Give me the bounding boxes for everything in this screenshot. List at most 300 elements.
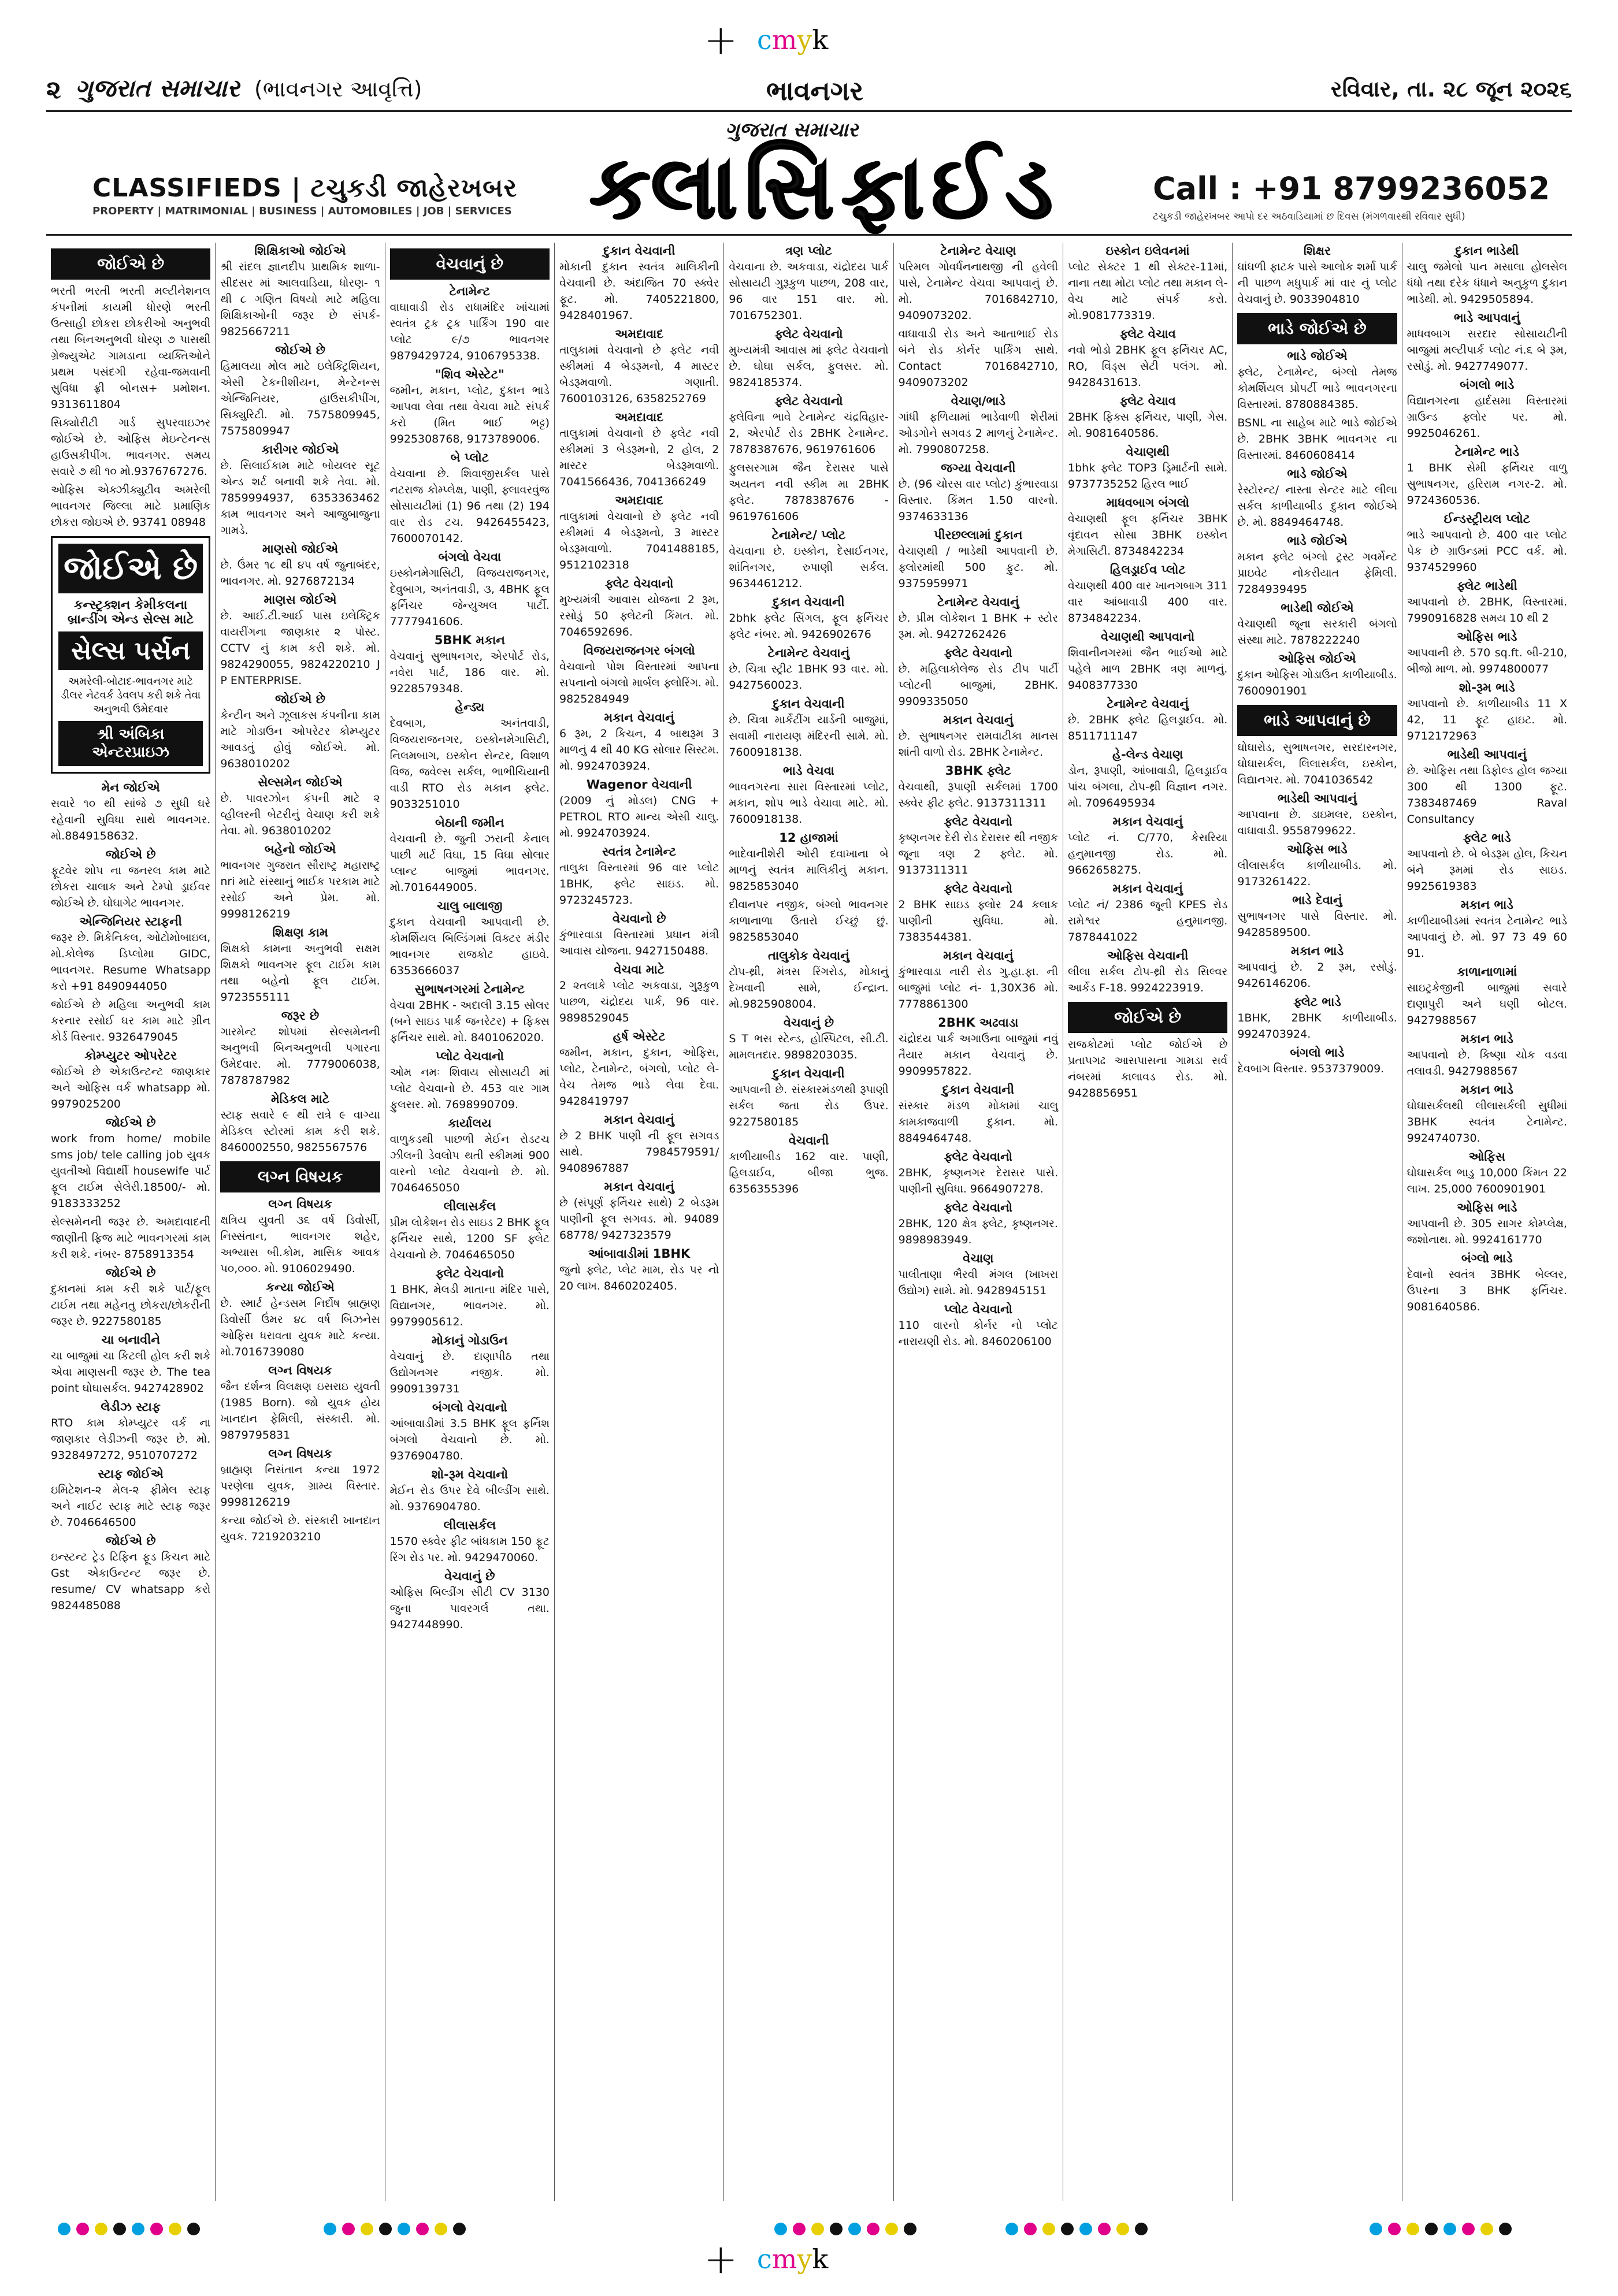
ad-heading: ફ્લેટ વેચવાનો [435,1266,504,1280]
ad-heading: ફ્લેટ ભાડે [1293,995,1341,1009]
section-heading: વેચવાનું છે [390,248,550,280]
ad-text: મુખ્યમંત્રી આવાસ યોજના 2 રૂમ, રસોડું 50 ફ્લેટની કિંમત. મો. 7046592696. [559,593,719,638]
ad-heading: જોઈએ છે [105,848,156,861]
classified-ad [899,1149,1058,1197]
ad-text: ભાદેવાનીશેરી ઓરી દવાખાના બે માળનું સ્વતંત્ર માલિકીનું મકાન. 9825853040 [729,848,889,893]
ad-text: આપવાની છે. સંસ્કારમંડળથી રૂપાણી સર્કલ જતા રોડ ઉપર. 9227580185 [729,1083,889,1128]
classified-ad [1237,892,1397,941]
ad-heading: કન્યા જોઈએ [266,1280,335,1294]
registration-marks-bottom [0,2221,1618,2291]
ad-text: વાઘાવાડી રોડ અને આતાભાઈ રોડ બંને રોડ કોર્નર પાર્કિંગ સાથે. Contact 7016842710, 9409073202 [898,328,1058,389]
ad-text: 2bhk ફ્લેટ સિંગલ, ફૂલ ફર્નિચર ફ્લેટ નંબર. મો. 9426902676 [729,612,889,641]
classified-ad [1068,243,1227,324]
ad-heading: બંગલો ભાડે [1460,378,1515,392]
ad-text: તાલુકા વિસ્તારમાં 96 વાર પ્લોટ 1BHK, ફ્લેટ સાઇડ. મો. 9723245723. [559,861,719,906]
banner-call-note: ટચુકડી જાહેરખબર આપો દર અઠવાડિયામાં છ દિવસ (મંગળવારથી રવિવાર સુધી) [1153,211,1465,222]
classified-ad [1237,600,1397,648]
classified-ad [729,897,888,945]
ad-heading: 2BHK અઢવાડા [938,1016,1019,1030]
ad-text: રેસ્ટોરન્ટ/ નાસ્તા સેન્ટર માટે લીલા સર્કલ કાળીયાબીડ દુકાન જોઈએ છે. મો. 8849464748. [1237,484,1397,529]
ad-text: સેલ્સમેનની જરૂર છે. અમદાવાદની જાણીતી ફ્રિજ માટે ભાવનગરમાં કામ કરી શકે. નંબર- 8758913354 [51,1216,211,1261]
registration-dot-icon [435,2223,447,2235]
registration-dot-icon [150,2223,163,2235]
ad-text: કુંભારવાડા નારી રોડ ગુ.હા.ફા. ની બાજુમાં પ્લોટ નં- 1,30X36 મો. 7778861300 [898,965,1058,1010]
cmyk-k: k [812,24,829,55]
ad-text: (2009 નું મોડલ) CNG + PETROL RTO માન્ય એસી ચાલુ. મો. 9924703924. [559,794,719,839]
ad-text: 1570 સ્ક્વેર ફીટ બાંધકામ 150 ફૂટ રિંગ રોડ પર. મો. 9429470060. [389,1535,550,1564]
column-6 [894,243,1063,2201]
classified-ad [220,1196,380,1277]
ad-heading: ફ્લેટ વેચવાનો [774,327,843,341]
registration-dot-icon [1024,2223,1037,2235]
ad-text: દેવબાગ, અનંતવાડી, વિજયરાજનગર, ઇસ્કોનમેગાસિટી, નિલમબાગ, ઇસ્કોન સેન્ટર, વિશાળ વિજ, જવેલ્સ સર્કલ, ભાભીચિયાની વાડી RTO રોડ મકાન ફ્લેટ. 9033251010 [389,717,550,811]
classified-ad [390,981,550,1046]
classified-ad [220,1008,380,1088]
classified-ad [1237,740,1397,788]
classified-ad [899,594,1058,642]
ad-heading: પ્લોટ વેચવાનો [944,1302,1013,1316]
banner-call-number: Call : +91 8799236052 [1153,170,1550,207]
ad-text: પ્લોટ નં. C/770, કેસરિયા હનુમાનજી રોડ. મો. 9662658275. [1068,831,1228,876]
column-9 [1402,243,1572,2201]
registration-dot-icon [1005,2223,1018,2235]
registration-cross-icon: + [704,2235,738,2283]
registration-marks-top [0,16,1618,64]
ad-heading: બંગલો ભાડે [1290,1046,1345,1060]
ad-text: ઘોઘાસર્કલથી લીલાસર્કલી સુધીમાં 3BHK સ્વતંત્ર ટેનામેન્ટ. 9924740730. [1407,1099,1567,1145]
edition: (ભાવનગર આવૃત્તિ) [254,76,422,102]
ad-text: પરિમલ ગોવર્ધનનાથજી ની હવેલી પાસે, ટેનામેન્ટ વેચવા આપવાનું છે. મો. 7016842710, 9409073202. [898,261,1058,322]
classified-ad [559,326,719,407]
classified-ad [899,243,1058,324]
ad-text: સિક્યોરીટી ગાર્ડ સુપરવાઇઝર જોઈએ છે. ઓફિસ મેઇન્ટેનન્સ હાઉસકીપીંગ. ભાવનગર. સમય સવારે ૭ થી ૧૦ મો.9376767276. [51,417,211,478]
ad-heading: શો-રૂમ ભાડે [1459,681,1515,694]
ad-text: છે. મહિલાકોલેજ રોડ ટીપ પાર્ટી પ્લોટની બાજુમાં, 2BHK. 9909335050 [898,663,1058,708]
ad-text: શિવાનીનગરમાં જૈન ભાઈઓ માટે પહેલે માળ 2BHK ત્રણ માળનું. 9408377330 [1068,647,1228,692]
ad-heading: ટેનામેન્ટ [449,284,491,298]
ad-text: BSNL ના સાહેબ માટે ભાડે જોઈએ છે. 2BHK 3BHK ભાવનગર ના વિસ્તારમાં. 8460608414 [1237,417,1397,462]
section-heading: ભાડે આપવાનું છે [1237,705,1397,736]
ad-text: રાજકોટમાં પ્લોટ જોઈએ છે પ્રતાપગઢ આસપાસના ગામડા સર્વ નંબરમાં કાલાવડ રોડ. મો. 9428856951 [1068,1038,1228,1099]
ad-text: ફ્લેવિના ભાવે ટેનામેન્ટ ચંદ્રવિહાર- 2, એરપોર્ટ રોડ 2BHK ટેનામેન્ટ. 7878387676, 9619761606 [729,411,889,456]
registration-dot-icon [361,2223,373,2235]
classified-ad [729,527,888,592]
classified-ad [390,1517,550,1566]
classified-ad [51,1466,210,1530]
registration-cross-icon: + [704,16,738,64]
ad-heading: જોઈએ છે [105,1534,156,1548]
ad-heading: દુકાન વેચવાની [942,1083,1015,1097]
ad-heading: ઓફિસ વેચવાની [1107,949,1189,963]
ad-text: 2BHK, કૃષ્ણનગર દેરાસર પાસે. પાણીની સુવિધા. 9664907278. [898,1166,1058,1195]
registration-dot-icon [379,2223,392,2235]
ad-heading: અમદાવાદ [615,493,664,507]
ad-text: 2 BHK સાઇડ ફ્લોર 24 કલાક પાણીની સુવિધા. મો. 7383544381. [898,898,1058,943]
classified-ad [1237,243,1397,307]
classified-ad [899,1250,1058,1299]
classified-ad [390,699,550,812]
ad-heading: મકાન ભાડે [1460,898,1513,912]
ad-text: પ્લોટ નં/ 2386 જૂની KPES રોડ રામેશ્વર હનુમાનજી. 7878441022 [1068,898,1228,943]
ad-text: ટોપ-થ્રી, મંત્રસ રિંગરોડ, મોકાનું દેખવાની સામે, ઈન્દ્રાન. મો.9825908004. [729,965,889,1010]
ad-text: ભાવનગર ગુજરાત સૌરાષ્ટ્ર મહારાષ્ટ્ર nri માટે સંસ્થાનું ભાઈક પરકામ માટે રસોઈ અને પ્રેમ. મો. 9998126219 [220,859,380,920]
ad-text: ઇસ્કોનમેગાસિટી, વિજયરાજનગર, દેવુબાગ, અનંતવાડી, ૩, 4BHK ફૂલ ફર્નિચર જેન્યુઅલ પાર્ટી. 7777941606. [389,567,550,628]
ad-heading: ઓફિસ ભાડે [1287,842,1348,856]
cmyk-c: c [757,2243,772,2275]
classified-ad [1237,1045,1397,1077]
ad-text: પ્રીમ લોકેશન રોડ સાઇડ 2 BHK ફૂલ ફર્નિચર સાથે, 1200 SF ફ્લેટ વેચવાનો છે. 7046465050 [389,1216,550,1261]
ad-heading: લગ્ન વિષયક [268,1197,332,1211]
ad-text: આપવાનો છે. 2BHK, વિસ્તારમાં. 7990916828 સમય 10 થી 2 [1407,596,1567,625]
classified-ad [899,1301,1058,1350]
ad-heading: વેચવાની [788,1134,829,1147]
ad-text: આપવાની છે. 570 sq.ft. બી-210, બીજો માળ. મો. 9974800077 [1407,647,1567,675]
registration-dot-icon [453,2223,466,2235]
classified-ad [220,541,380,589]
classified-ad [51,415,210,480]
ad-heading: પ્લોટ વેચવાનો [435,1049,504,1063]
classified-ad [390,815,550,896]
masthead [46,69,1572,112]
ad-heading: ટેનામેન્ટ વેચવાનું [937,595,1019,609]
classified-ad [729,393,888,458]
classified-ad [899,645,1058,709]
ad-text: કન્યા જોઈએ છે. સંસ્કારી ખાનદાન યુવક. 7219203210 [220,1514,380,1543]
ad-text: આપવાના છે. ડાઇમલર, ઇસ્કોન, વાઘાવાડી. 9558799622. [1237,808,1397,837]
ad-text: છે. ઓફિસ તથા ડિફોલ્ડ હોલ જગ્યા 300 થી 1300 ફૂટ. 7383487469 Raval Consultancy [1407,764,1567,826]
column-5 [724,243,893,2201]
ad-text: પ્લોટ સેક્ટર 1 થી સેક્ટર-11માં, નાના તથા મોટા પ્લોટ તથા મકાન લે-વેચ માટે સંપર્ક કરો. મો.9081773319. [1068,261,1228,322]
registration-dot-icon [793,2223,806,2235]
ad-text: દીવાનપર નજીક, બંગ્લો ભાવનગર કાળાનાળા ઉતારો ઈચ્છું છું. 9825853040 [729,898,889,943]
column-8 [1233,243,1402,2201]
registration-dot-icon [867,2223,879,2235]
ad-text: તાલુકામાં વેચવાનો છે ફ્લેટ નવી સ્કીમમાં 4 બેડરૂમનો, 3 માસ્ટર બેડરૂમવાળો. 7041488185, 9512102318 [559,510,719,571]
ad-heading: ટેનામેન્ટ/ પ્લોટ [771,528,846,542]
ad-text: 6 રૂમ, 2 કિચન, 4 બાથરૂમ 3 માળનું 4 થી 40 KG સોલાર સિસ્ટમ. મો. 9924703924. [559,727,719,772]
ad-heading: માણસ જોઈએ [264,593,337,607]
ad-heading: કારીગર જોઈએ [261,443,339,456]
ad-text: સંસ્કાર મંડળ મોકામાં ચાલુ કામકાજવાળી દુકાન. મો. 8849464748. [898,1099,1058,1145]
ad-text: મકાન ફ્લેટ બંગ્લો ટ્રસ્ટ ગવર્મેન્ટ પ્રાઇવેટ નોકરીયાત ફેમિલી. 7284939495 [1237,551,1397,596]
cmyk-c: c [757,24,772,55]
ad-text: 1 BHK સેમી ફર્નિચર વાળુ સુભાષનગર, હરિરામ નગર-2. મો. 9724360536. [1407,462,1567,507]
registration-dot-icon [1042,2223,1055,2235]
ad-text: S T ભસ સ્ટેન્ડ, હોસ્પિટલ, સી.ટી. મામલતદાર. 9898203035. [729,1032,889,1061]
ad-heading: જોઈએ છે [105,1266,156,1280]
ad-text: વાળુકડથી પાછળી મેઈન રોડટચ ઝીલની ડેવલોપ થતી સ્કીમમાં 900 વારનો પ્લોટ વેચવાનો છે. મો. 7046465050 [389,1133,550,1194]
display-ad-ft: શ્રી અંબિકા એન્ટરપ્રાઇઝ [58,721,203,766]
ad-heading: તાલુકોક વેચવાનું [768,949,849,963]
classified-ad [390,898,550,979]
classified-ad [1068,746,1227,811]
registration-dot-icon [95,2223,107,2235]
ad-heading: હર્ષ એસ્ટેટ [613,1030,666,1043]
classified-ad [1068,948,1227,996]
ad-heading: ભાડે વેચવા [783,764,834,778]
classified-ad [729,460,888,525]
ad-heading: દુકાન ભાડેથી [1455,244,1519,258]
classified-ad [1068,562,1227,626]
section-heading: લગ્ન વિષયક [220,1161,380,1192]
ad-text: વેચવાનો પોશ વિસ્તારમાં આપના સપનાનો બંગલો માર્બલ ફ્લોરિંગ. મો. 9825284949 [559,660,719,705]
ad-text: વેચાણથી 400 વાર ખાનગબાગ 311 વાર આંબાવાડી 400 વાર. 8734842234. [1068,579,1228,625]
classified-ad [729,326,888,391]
registration-dot-icon [1425,2223,1438,2235]
ad-text: ઇમિટેશન-૨ મેલ-૨ ફીમેલ સ્ટાફ અને નાઈટ સ્ટાફ માટે સ્ટાફ જરૂર છે. 7046646500 [51,1484,211,1529]
ad-text: 1BHK, 2BHK કાળીયાબીડ. 9924703924. [1237,1012,1397,1041]
ad-heading: કાર્યાલય [448,1116,492,1130]
classified-ad [1407,679,1567,744]
classified-ad [1237,841,1397,890]
ad-heading: એન્જિનિયર સ્ટાફની [79,915,182,928]
registration-dot-icon [113,2223,126,2235]
ad-text: જમીન, મકાન, દુકાન, ઓફિસ, પ્લોટ, ટેનામેન્ટ, બંગલો, પ્લોટ લે-વેચ તેમજ ભાડે લેવા દેવા. 9428419797 [559,1046,719,1108]
classified-ad [51,779,210,844]
classified-ad [729,594,888,642]
ad-heading: જરૂર છે [281,1009,320,1023]
ad-heading: હિલડ્રાઈવ પ્લોટ [1109,563,1186,577]
classified-ad [1407,629,1567,677]
ad-heading: વેચાણથી [1126,445,1170,459]
ad-text: જૈન દર્શન્ત્ર વિલક્ષણ ઇસરાઇ યુવતી (1985 Born). જો યુવક હોય ખાનદાન ફેમિલી, સંસ્કારી. મો. 9879795831 [220,1380,380,1441]
ad-heading: શિક્ષિકાઓ જોઈએ [254,244,346,258]
classified-ad [1407,746,1567,827]
ad-heading: ફ્લેટ વેચવાનો [944,882,1012,896]
classified-ad [1407,578,1567,626]
classified-ad [51,1265,210,1329]
ad-text: કાળીયાબીડ 162 વાર. પાણી, હિલડાઈવ, બીજા ભુજ. 6356355396 [729,1150,889,1195]
ad-heading: ભાડેથી જોઈએ [1281,601,1354,615]
ad-heading: ટેનામેન્ટ વેચવાનું [1107,697,1189,711]
ad-heading: મકાન વેચવાનું [1112,815,1183,829]
classified-ad [1068,326,1227,391]
ad-heading: ફ્લેટ વેચવાનો [774,394,843,408]
ad-text: ફુલસરગામ જૈન દેરાસર પાસે અયતન નવી સ્કીમ મા 2BHK ફ્લેટ. 7878387676 - 9619761606 [729,462,889,523]
ad-heading: લીલાસર્કલ [443,1199,496,1213]
classified-ad [220,441,380,538]
classified-ad [729,763,888,827]
ad-heading: ભાડેથી આપવાનું [1277,792,1357,805]
city-name: ભાવનગર [766,75,864,106]
ad-text: દેવાનો સ્વતંત્ર 3BHK બેલ્લર, ઉપરના 3 BHK ફર્નિચર. 9081640586. [1407,1268,1567,1313]
ad-heading: મકાન વેચવાનું [943,949,1014,963]
registration-dot-icon [1135,2223,1148,2235]
ad-heading: ચા બનાવીને [101,1333,160,1347]
ad-text: વેચવાના છે. શિવાજીસર્કલ પાસે નટરાજ કોમ્પ્લેક્ષ, પાણી, ફ્લાવરવુંજ સોસાયટીમાં (1) 96 તથા (2) 194 વાર રોડ ટચ. 9426455423, 7600070142. [389,467,550,545]
ad-heading: સ્ટાફ જોઈએ [98,1467,164,1481]
ad-heading: ભાડે જોઈએ [1287,534,1348,548]
registration-dot-icon [324,2223,336,2235]
ad-heading: શિક્ષર [1303,244,1331,258]
ad-text: ચા બાજુમાં ચા કિટલી હોલ કરી શકે એવા માણસની જરૂર છે. The tea point ઘોઘાસર્કલ. 9427428902 [51,1350,211,1395]
ad-text: ઇન્સ્ટન્ટ ટ્રેડ ટિફિન ફૂડ કિચન માટે Gst એકાઉન્ટન્ટ જરૂર છે. resume/ CV whatsapp કરો 9824485088 [51,1551,211,1612]
ad-text: ભાવનગરના સારા વિસ્તારમાં પ્લોટ, મકાન, શોપ ભાડે વેચાવા માટે. મો. 7600918138. [729,781,889,826]
ad-heading: ફ્લેટ વેચવાનો [944,1201,1012,1214]
classified-ad [729,243,888,324]
registration-dot-icon [169,2223,181,2235]
classified-ad [1407,1199,1567,1248]
classified-ad [729,645,888,693]
ad-heading: સ્વતંત્ર ટેનામેન્ટ [602,845,677,859]
classified-ad [1068,444,1227,492]
ad-text: આપવાની છે. 305 સાગર કોમ્પ્લેક્ષ, જશોનાથ. મો. 9924161770 [1407,1217,1567,1246]
ad-text: જોઈએ છે મહિલા અનુભવી કામ કરનાર રસોઈ ઘર કામ માટે ગ્રીન કોર્ડ વિસ્તાર. 9326479045 [51,998,211,1043]
ad-text: છે. ચિત્રા સ્ટ્રીટ 1BHK 93 વાર. મો. 9427560023. [729,663,889,692]
ad-text: મોકાની દુકાન સ્વતંત્ર માલિકીની વેચવાની છે. અંદાજિત 70 સ્ક્વેર ફૂટ. મો. 7405221800, 9428401967. [559,261,719,322]
ad-text: લીલા સર્કલ ટોપ-થ્રી રોડ સિલ્વર આર્કેડ F-18. 9924223919. [1068,965,1228,994]
ad-text: ઓફિસ એક્ઝીક્યુટીવ અમરેલી ભાવનગર જિલ્લા માટે પ્રમાણિક છોકરા જોઇએ છે. 93741 08948 [51,484,211,529]
classified-ad [1407,511,1567,575]
ad-text: વેચવાનું છે. દાણાપીઠ તથા ઉદ્યોગનગર નજીક. મો. 9909139731 [389,1350,550,1395]
ad-heading: મકાન વેચવાનું [1112,882,1183,896]
ad-text: વેચાણથી જૂના સરકારી બંગલો સંસ્થા માટે. 7878222240 [1237,618,1397,647]
ad-heading: મકાન ભાડે [1460,1083,1513,1097]
classified-ad [1237,651,1397,699]
cmyk-k: k [812,2243,829,2275]
ad-text: આપવાનો છે. કિષ્ણા ચોક વડવા તલાવડી. 9427988567 [1407,1049,1567,1078]
cmyk-m: m [771,24,797,55]
ad-text: માધવબાગ સરદાર સોસાયટીની બાજુમાં મલ્ટીપાર્ક પ્લોટ નં.૬ બે રૂમ, રસોડું. મો. 9427749077. [1407,328,1567,373]
ad-text: સાઇટ્રકેજીની બાજુમાં સવારે દાણાપુરી અને ઘણી બોટલ. 9427988567 [1407,982,1567,1027]
ad-text: છે. પાવરઝોન કંપની માટે ૨ વ્હીલરની બેટરીનું વેચાણ કરી શકે તેવા. મો. 9638010202 [220,792,380,837]
classified-ad [390,449,550,547]
classified-ad [1407,1082,1567,1146]
ad-text: આપવાનો છે. બે બેડરૂમ હોલ, કિચન બંને રૂમમાં રોડ સાઇડ. 9925619383 [1407,848,1567,893]
column-4 [555,243,724,2201]
ad-text: પાલીતાણા ભૈરવી મંગલ (ખાખરા ઉદ્યોગ) સામે. મો. 9428945151 [898,1268,1058,1297]
ad-heading: ફ્લેટ વેચવાનો [944,1150,1012,1164]
ad-text: કુંભારવાડા વિસ્તારમાં પ્રધાન મંત્રી આવાસ યોજના. 9427150488. [559,928,719,957]
ad-text: છે (સંપૂર્ણ ફર્નિચર સાથે) 2 બેડરૂમ પાણીની ફૂલ સગવડ. મો. 94089 68778/ 9427323579 [559,1197,719,1242]
ad-text: દુકાન ઓફિસ ગોડાઉન કાળીયાબીડ. 7600901901 [1237,668,1397,697]
ad-heading: માધવબાગ બંગલો [1106,496,1189,510]
ad-heading: મકાન વેચવાનું [604,711,674,725]
column-1 [46,243,216,2201]
classified-ad [390,1466,550,1515]
classified-ad [51,482,210,530]
ad-text: બ્રાહ્મણ નિસંતાન કન્યા 1972 પરણેલા યુવક, ગ્રામ્ય વિસ્તાર. 9998126219 [220,1463,380,1509]
registration-dot-icon [885,2223,898,2235]
classified-ad [899,712,1058,760]
ad-text: ઘાંઘળી ફાટક પાસે આલોક શર્મા પાર્ક ની પાછળ મધુપાર્ક માં વાર નું પ્લોટ વેચવાનું છે. 9033904810 [1237,261,1397,306]
ad-text: કાળીયાબીડમાં સ્વતંત્ર ટેનામેન્ટ ભાડે આપવાનું છે. મો. 97 73 49 60 91. [1407,915,1567,960]
ad-heading: ટેનામેન્ટ ભાડે [1454,445,1519,459]
column-3 [385,243,555,2201]
ad-text: સુભાષનગર પાસે વિસ્તાર. મો. 9428589500. [1237,910,1397,939]
classified-ad [51,1399,210,1463]
ad-heading: વેચવાનું છે [783,1016,834,1030]
ad-text: શ્રી રાંદલ જ્ઞાનદીપ પ્રાથમિક શાળા- સીદસર માં આલવાડિયા, ધોરણ- ૧ થી ૮ ગણિત વિષયો માટે મહિલા શિક્ષિકાઓની જરૂર છે સંપર્ક- 9825667211 [220,261,380,338]
registration-dot-icon [1407,2223,1419,2235]
classified-ad [559,243,719,324]
classified-ad [899,1199,1058,1248]
ad-heading: મોકાનું ગોડાઉન [431,1333,508,1347]
ad-heading: ભાડે જોઈએ [1287,467,1348,481]
classified-ad [1068,880,1227,945]
ad-text: ભરતી ભરતી ભરતી મલ્ટીનેશનલ કંપનીમાં કાયમી ધોરણે ભરતી ઉત્સાહી છોકરા છોકરીઓ અનુભવી તથા બિનઅનુભવી ધોરણ ૭ પાસથી ગ્રેજ્યુએટ ગામડાના વ્યક્તિઓને પ્રથમ પસંદગી રહેવા-જમવાની સુવિધા ફ્રી બોનસ+ પ્રમોશન. 9313611804 [51,285,211,411]
ad-text: ઓમ નમઃ શિવાય સોસાયટી માં પ્લોટ વેચવાનો છે. 453 વાર ગામ ફુલસર. મો. 7698990709. [389,1066,550,1111]
classified-ad [220,774,380,839]
ad-heading: વેચવા માટે [614,963,665,976]
registration-dot-icon [1443,2223,1456,2235]
classified-ad [51,1533,210,1614]
ad-heading: "શિવ એસ્ટેટ" [435,367,504,381]
ad-heading: અમદાવાદ [615,327,664,341]
ad-heading: લગ્ન વિષયક [268,1364,332,1377]
ad-heading: ઓફિસ ભાડે [1457,630,1517,644]
ad-heading: બંગલો વેચવા [438,550,502,564]
ad-heading: ભાડે દેવાનું [1292,893,1342,907]
classified-ad [559,575,719,640]
ad-heading: વેચવાનો છે [612,912,666,926]
registration-dot-icon [774,2223,787,2235]
ad-text: આપવાનું છે. 2 રૂમ, રસોડું. 9426146206. [1237,961,1397,990]
ad-text: છે. 2BHK ફ્લેટ હિલડ્રાઈવ. મો. 8511711147 [1068,714,1228,742]
ad-heading: બંગ્લો ભાડે [1461,1251,1513,1265]
ad-heading: વેચાણ/ભાડે [951,394,1006,408]
ad-text: ઓફિસ બિલ્ડીંગ સીટી CV 3130 જુના પાવરગર્લ તથા. 9427448990. [389,1586,550,1631]
ad-text: શિક્ષકો કામના અનુભવી સક્ષમ શિક્ષકો ભાવનગર ફૂલ ટાઈમ કામ તથા બહેનો ફૂલ ટાઈમ. 9723555111 [220,942,380,1004]
registration-dot-icon [58,2223,70,2235]
column-7 [1063,243,1233,2201]
ad-heading: બે પ્લોટ [450,451,489,465]
ad-text: કૃષ્ણનગર દેરી રોડ દેરાસર થી નજીક જૂના ત્રણ 2 ફ્લેટ. મો. 9137311311 [898,831,1058,876]
classified-ad [1407,964,1567,1028]
registration-dot-icon [1370,2223,1382,2235]
registration-dot-icon [1462,2223,1475,2235]
ad-heading: ભાડે આપવાનું [1453,311,1520,325]
ad-heading: ફ્લેટ વેચવાનો [944,815,1012,829]
classified-ad [220,592,380,689]
ad-heading: લેડીઝ સ્ટાફ [101,1400,161,1414]
ad-text: વેચવાના છે. ઇસ્કોન, દેસાઈનગર, શાંતિનગર, રુપાણી સર્કલ. 9634461212. [729,545,889,590]
classified-ad [220,1362,380,1443]
classified-ad [559,1179,719,1243]
cmyk-m: m [771,2243,797,2275]
ad-heading: સુભાષનગરમાં ટેનામેન્ટ [414,982,525,996]
ad-heading: મકાન વેચવાનું [943,713,1014,727]
ad-text: દુકાન વેચવાની આપવાની છે. કોમર્શિયલ બિલ્ડિંગમાં વિક્ટર મંડીર ભાવનગર રાજકોટ હાઇવે. 6353666037 [389,916,550,977]
ad-heading: ફ્લેટ ભાડેથી [1456,579,1517,593]
ad-heading: દુકાન વેચવાની [773,697,845,711]
classified-ad [1237,790,1397,839]
ad-heading: બહેનો જોઈએ [264,842,336,856]
banner-paper-logo: ગુજરાત સમાચાર [725,118,859,142]
registration-dot-icon [1079,2223,1092,2235]
ad-heading: દુકાન વેચવાની [773,595,845,609]
classified-ad [390,1048,550,1113]
registration-dot-icon [848,2223,861,2235]
classified-ad [51,1332,210,1396]
ad-heading: આંબાવાડીમાં 1BHK [588,1247,691,1261]
classified-ad [1237,533,1397,597]
ad-text: જમીન, મકાન, પ્લોટ, દુકાન ભાડે આપવા લેવા તથા વેચવા માટે સંપર્ક કરો (મિત ભાઈ ભટ્ટ) 9925308768, 9173789006. [389,384,550,445]
classified-ad [51,1114,210,1212]
ad-text: છે. ચિત્રા માર્કેટીંગ યાર્ડની બાજુમાં, સવામી નારાયણ મંદિરની સામે. મો. 7600918138. [729,714,889,759]
ad-text: મુખ્યમંત્રી આવાસ માં ફ્લેટ વેચવાનો છે. ઘોઘા સર્કલ, ફુલસર. મો. 9824185374. [729,344,889,389]
classified-ad [899,880,1058,945]
classified-ad [899,393,1058,458]
ad-heading: જગ્યા વેચવાની [941,461,1016,475]
classified-ad [1068,393,1227,441]
display-ad-sm: અમરેલી-બોટાદ-ભાવનગર માટે ડીલર નેટવર્ક ડેવલપ કરી શકે તેવા અનુભવી ઉમેદવાર [61,675,201,715]
classified-ad [1068,495,1227,559]
display-ad-big: જોઈએ છે [58,544,203,593]
classified-ad [390,1332,550,1397]
classified-ad [559,961,719,1026]
classified-ad [220,841,380,922]
